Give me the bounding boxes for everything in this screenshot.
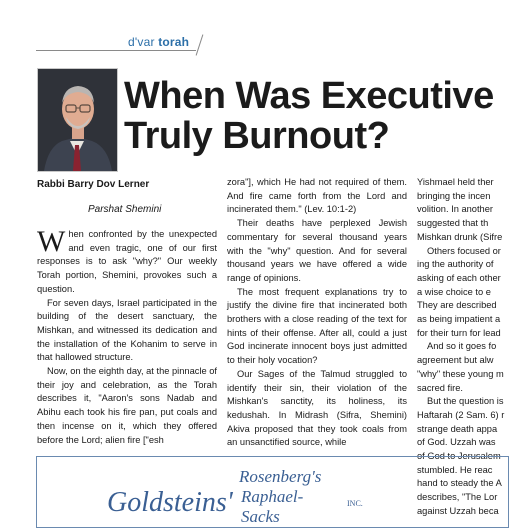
article-column-1 bbox=[37, 225, 217, 447]
ad-rosenbergs: Rosenberg's bbox=[239, 467, 322, 486]
col3-line: strange death appa bbox=[417, 423, 498, 434]
col3-line: sacred fire. bbox=[417, 382, 463, 393]
section-prefix: d'var bbox=[128, 35, 155, 49]
author-portrait-image bbox=[38, 69, 117, 171]
col3-line: asking of each other bbox=[417, 272, 501, 283]
drop-cap: W bbox=[37, 225, 66, 258]
col3-line: of God. Uzzah was bbox=[417, 437, 496, 448]
paragraph-1-text: hen confronted by the unexpected and even tragic, one of our first responses is to ask "why?" Our weekly Torah portion, Shemini, provokes such a question. bbox=[37, 229, 217, 294]
col3-line: volition. In another bbox=[417, 204, 493, 215]
col3-line: bringing the incen bbox=[417, 190, 491, 201]
col3-line: "why" these young m bbox=[417, 368, 504, 379]
ad-goldsteins: Goldsteins' bbox=[107, 487, 233, 518]
paragraph-5: Their deaths have perplexed Jewish commentary for several thousand years with the "why" question. And for several thousand years we have offered a wide range of opinions. bbox=[227, 218, 407, 283]
section-slash bbox=[196, 34, 204, 55]
col3-line: Haftarah (2 Sam. 6) r bbox=[417, 409, 505, 420]
paragraph-3: Now, on the eighth day, at the pinnacle of their joy and celebration, as the Torah describes it, "Aaron's sons Nadab and Abihu each took his fire pan, put coals and then incense on it, which they offered before the Lord; alien fire ["esh bbox=[37, 366, 217, 445]
paragraph-2: For seven days, Israel participated in the building of the desert sanctuary, the Mishkan, and witnessed its dedication and the installation of the Kohanim to serve in that hallowed structure. bbox=[37, 297, 217, 363]
article-column-2 bbox=[227, 176, 407, 450]
paragraph-4: zora"], which He had not required of them. And fire came forth from the Lord and incinerated them." (Lev. 10:1-2) bbox=[227, 177, 407, 215]
ad-inc: INC. bbox=[347, 499, 363, 508]
col3-line: suggested that th bbox=[417, 218, 489, 229]
col3-line: But the question is bbox=[427, 396, 504, 407]
col3-line: for their turn for lead bbox=[417, 327, 501, 338]
col3-line: agreement but alw bbox=[417, 355, 494, 366]
paragraph-7: Our Sages of the Talmud struggled to identify their sin, their violation of the Mishkan's sanctity, its holiness, its kedushah. In Midrash (Sifra, Shemini) Akiva proposed that they took coals from an unsanctified source, while bbox=[227, 368, 407, 448]
col3-line: hand to steady the A bbox=[417, 478, 502, 489]
col3-line: a wise choice to e bbox=[417, 286, 491, 297]
col3-line: against Uzzah beca bbox=[417, 505, 499, 516]
col3-line: And so it goes fo bbox=[427, 341, 497, 352]
article-title bbox=[124, 76, 512, 156]
section-rule bbox=[36, 50, 196, 51]
section-name: torah bbox=[158, 35, 190, 49]
col3-line: ing the authority of bbox=[417, 259, 494, 270]
col3-line: of God to Jerusalem bbox=[417, 451, 501, 462]
col3-line: Yishmael held ther bbox=[417, 177, 494, 187]
col3-line: describes, "The Lor bbox=[417, 492, 498, 503]
title-line-2: Truly Burnout? bbox=[124, 115, 390, 157]
col3-line: stumbled. He reac bbox=[417, 464, 493, 475]
parsha-subtitle: Parshat Shemini bbox=[88, 204, 162, 215]
title-line-1: When Was Executive bbox=[124, 75, 494, 117]
author-byline: Rabbi Barry Dov Lerner bbox=[37, 179, 150, 190]
paragraph-1 bbox=[37, 225, 217, 297]
section-tag bbox=[128, 35, 189, 49]
col3-line: Others focused or bbox=[427, 245, 501, 256]
col3-line: They are described bbox=[417, 300, 497, 311]
ad-raphael-sacks: Raphael-Sacks bbox=[241, 487, 304, 526]
col3-line: Mishkan drunk (Sifre bbox=[417, 231, 503, 242]
paragraph-6: The most frequent explanations try to justify the divine fire that incinerated both brothers with a close reading of the text for hints of their offense. After all, could a just God incinerate innocent boys just admitted to their holy vocation? bbox=[227, 286, 407, 366]
author-photo bbox=[37, 68, 118, 172]
advertisement-box bbox=[36, 456, 509, 528]
col3-line: as being impatient a bbox=[417, 314, 501, 325]
